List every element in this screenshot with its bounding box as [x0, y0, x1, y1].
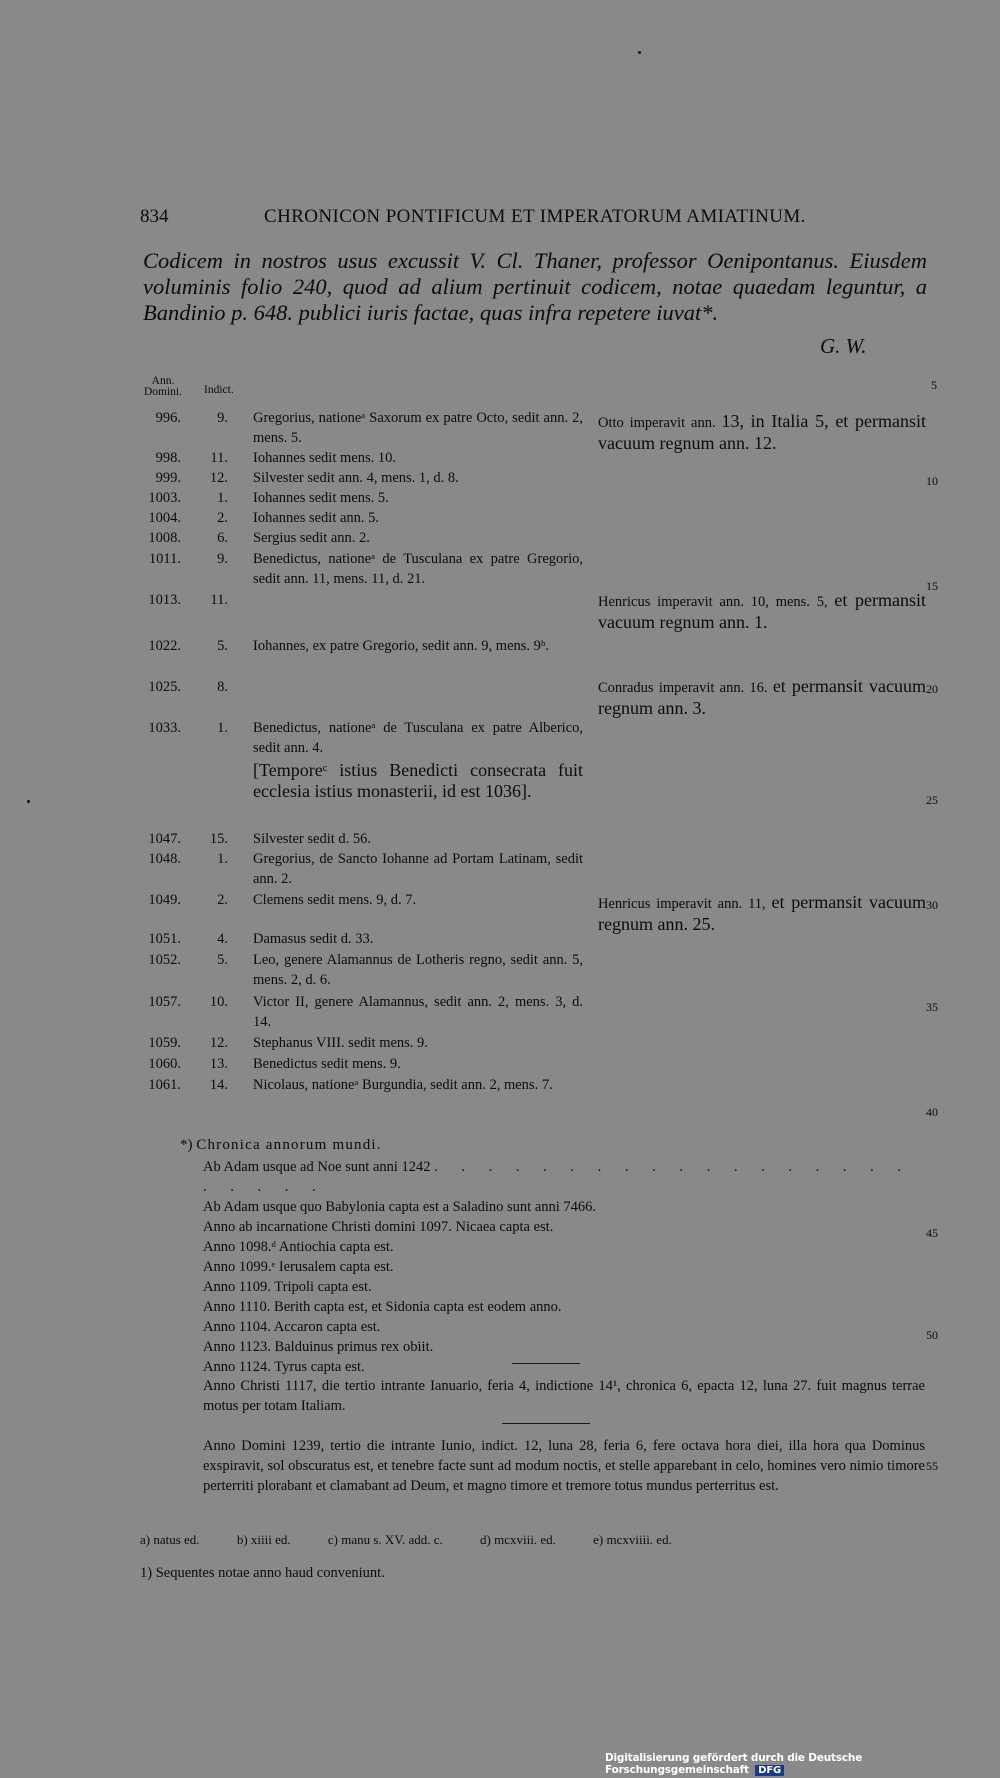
year-cell: 1047. [148, 831, 181, 847]
emperor-entry [598, 892, 926, 936]
year-cell: 1022. [148, 638, 181, 654]
emperor-text: et permansit vacuum regnum ann. 3. [598, 676, 926, 718]
year-cell: 1025. [148, 679, 181, 695]
year-cell: 1013. [148, 592, 181, 608]
year-cell: 1060. [148, 1056, 181, 1072]
year-cell: 1059. [148, 1035, 181, 1051]
indict-cell: 9. [217, 410, 228, 426]
year-cell: 1057. [148, 994, 181, 1010]
pope-entry: Nicolaus, nationeᵃ Burgundia, sedit ann. 2, mens. 7. [253, 1077, 553, 1093]
intro-paragraph: Codicem in nostros usus excussit V. Cl. Thaner, professor Oenipontanus. Eiusdem voluminis folio 240, quod ad alium pertinuit codicem, notae quaedam leguntur, a Bandinio p. 648. publici iuris factae, quas infra repetere iuvat*. [143, 248, 927, 325]
pope-entry: Gregorius, de Sancto Iohanne ad Portam Latinam, sedit ann. 2. [253, 851, 583, 887]
year-cell: 1008. [148, 530, 181, 546]
chronica-title: Chronica annorum mundi. [196, 1137, 382, 1153]
line-number: 20 [926, 682, 938, 696]
indict-cell: 2. [217, 510, 228, 526]
chronica-list [203, 1157, 928, 1377]
line-number: 5 [931, 378, 937, 392]
pope-entry: Damasus sedit d. 33. [253, 931, 374, 947]
emperor-text: Henricus imperavit ann. 11, [598, 896, 772, 912]
pope-entry: Benedictus sedit mens. 9. [253, 1056, 401, 1072]
pope-entry: Iohannes sedit mens. 5. [253, 490, 389, 506]
pope-entry: Silvester sedit d. 56. [253, 831, 372, 847]
emperor-text: et permansit vacuum regnum ann. 1. [598, 590, 926, 632]
dfg-credit [605, 1752, 1000, 1776]
earthquake-note: Anno Christi 1117, die tertio intrante Ianuario, feria 4, indictione 14¹, chronica 6, epacta 12, luna 27. fuit magnus terrae motus per totam Italiam. [203, 1378, 925, 1414]
line-number: 10 [926, 474, 938, 488]
pope-entry: Sergius sedit ann. 2. [253, 530, 370, 546]
line-number: 55 [926, 1459, 938, 1473]
pope-entry: Stephanus VIII. sedit mens. 9. [253, 1035, 428, 1051]
pope-entry: Benedictus, nationeᵃ de Tusculana ex patre Gregorio, sedit ann. 11, mens. 11, d. 21. [253, 551, 583, 587]
year-cell: 999. [155, 470, 181, 486]
year-head-line2: Domini. [143, 386, 182, 398]
year-cell: 1051. [148, 931, 181, 947]
indict-cell: 12. [209, 470, 228, 486]
scan-speck [27, 800, 30, 803]
variant-note: c) manu s. XV. add. c. [327, 1532, 443, 1547]
emperor-text: Otto imperavit ann. [598, 415, 722, 431]
indict-cell: 2. [217, 892, 228, 908]
indict-cell: 1. [217, 851, 228, 867]
indict-cell: 6. [217, 530, 228, 546]
indict-cell: 5. [217, 638, 228, 654]
variant-note: e) mcxviiii. ed. [593, 1532, 672, 1547]
indict-cell: 8. [217, 679, 228, 695]
pope-entry: Leo, genere Alamannus de Lotheris regno, sedit ann. 5, mens. 2, d. 6. [253, 952, 583, 988]
indict-cell: 15. [209, 831, 228, 847]
pope-entry: Iohannes sedit mens. 10. [253, 450, 396, 466]
pope-entry: Silvester sedit ann. 4, mens. 1, d. 8. [253, 470, 459, 486]
variant-note: a) natus ed. [140, 1532, 200, 1547]
variant-footnotes [140, 1532, 706, 1548]
variant-note: b) xiiii ed. [236, 1532, 291, 1547]
indict-cell: 11. [210, 592, 228, 608]
indict-cell: 10. [209, 994, 228, 1010]
pope-entry-note: [Temporeᶜ istius Benedicti consecrata fuit ecclesia istius monasterii, id est 1036]. [253, 760, 583, 801]
chronica-line: Anno 1098.ᵈ Antiochia capta est. [203, 1239, 394, 1255]
indict-cell: 4. [217, 931, 228, 947]
chronica-line [203, 1157, 928, 1197]
line-number: 35 [926, 1000, 938, 1014]
footnote: 1) Sequentes notae anno haud conveniunt. [140, 1565, 385, 1581]
dfg-logo-icon: DFG [755, 1765, 784, 1776]
year-cell: 1052. [148, 952, 181, 968]
chronica-text: Ab Adam usque ad Noe sunt anni 1242 [203, 1159, 431, 1175]
intro-signature: G. W. [820, 334, 867, 358]
chronica-line: Anno ab incarnatione Christi domini 1097. Nicaea capta est. [203, 1219, 554, 1235]
year-cell: 1004. [148, 510, 181, 526]
pope-entry: Iohannes, ex patre Gregorio, sedit ann. 9, mens. 9ᵇ. [253, 638, 550, 654]
year-cell: 1011. [148, 551, 181, 567]
year-cell: 1003. [148, 490, 181, 506]
year-column-header [138, 376, 188, 398]
pope-entry: Iohannes sedit ann. 5. [253, 510, 380, 526]
year-cell: 996. [155, 410, 181, 426]
line-number: 15 [926, 579, 938, 593]
line-number: 25 [926, 793, 938, 807]
emperor-entry [598, 676, 926, 720]
chronica-line: Anno 1110. Berith capta est, et Sidonia capta est eodem anno. [203, 1299, 562, 1315]
line-number: 45 [926, 1226, 938, 1240]
chronica-line: Ab Adam usque quo Babylonia capta est a Saladino sunt anni 7466. [203, 1199, 597, 1215]
divider [512, 1363, 580, 1364]
chronica-line: Anno 1099.ᵉ Ierusalem capta est. [203, 1259, 394, 1275]
pope-entry: Benedictus, nationeᵃ de Tusculana ex patre Alberico, sedit ann. 4. [253, 720, 583, 756]
line-number: 30 [926, 898, 938, 912]
running-title: CHRONICON PONTIFICUM ET IMPERATORUM AMIATINUM. [264, 206, 806, 227]
emperor-entry [598, 411, 926, 455]
dot-leaders: . . . . . . . . . . . . . . . . . . . . . . . [203, 1159, 912, 1195]
chronica-line: Anno 1123. Balduinus primus rex obiit. [203, 1339, 434, 1355]
year-cell: 1033. [148, 720, 181, 736]
indict-cell: 5. [217, 952, 228, 968]
chronica-heading [180, 1137, 382, 1154]
year-cell: 1061. [148, 1077, 181, 1093]
line-number: 50 [926, 1328, 938, 1342]
indict-cell: 1. [217, 720, 228, 736]
emperor-text: Conradus imperavit ann. 16. [598, 680, 773, 696]
eclipse-note: Anno Domini 1239, tertio die intrante Iunio, indict. 12, luna 28, feria 6, fere octava hora diei, illa hora qua Dominus exspiravit, sol obscuratus est, et tenebre facte sunt ad modum noctis, et stelle apparebant in celo, homines vero nimio timore perterriti plorabant et clamabant ad Deum, et magno timore et tremore totus mundus perterritus est. [203, 1438, 925, 1494]
year-cell: 1048. [148, 851, 181, 867]
year-head-line1: Ann. [151, 375, 175, 387]
emperor-text: et permansit vacuum regnum ann. 25. [598, 892, 926, 934]
indict-cell: 11. [210, 450, 228, 466]
indict-cell: 13. [209, 1056, 228, 1072]
year-cell: 998. [155, 450, 181, 466]
indict-cell: 9. [217, 551, 228, 567]
pope-entry: Victor II, genere Alamannus, sedit ann. 2, mens. 3, d. 14. [253, 994, 583, 1030]
indict-cell: 14. [209, 1077, 228, 1093]
page-header [140, 206, 926, 236]
emperor-text: Henricus imperavit ann. 10, mens. 5, [598, 594, 835, 610]
page-number: 834 [140, 206, 169, 227]
indict-cell: 1. [217, 490, 228, 506]
indict-column-header: Indict. [204, 384, 234, 396]
pope-entry: Clemens sedit mens. 9, d. 7. [253, 892, 417, 908]
year-cell: 1049. [148, 892, 181, 908]
chronica-line: Anno 1124. Tyrus capta est. [203, 1359, 365, 1375]
chronica-line: Anno 1104. Accaron capta est. [203, 1319, 381, 1335]
emperor-entry [598, 590, 926, 634]
variant-note: d) mcxviii. ed. [480, 1532, 556, 1547]
chronica-line: Anno 1109. Tripoli capta est. [203, 1279, 372, 1295]
scan-speck [638, 51, 641, 54]
dfg-credit-text: Digitalisierung gefördert durch die Deutsche Forschungsgemeinschaft [605, 1752, 863, 1776]
line-number: 40 [926, 1105, 938, 1119]
indict-cell: 12. [209, 1035, 228, 1051]
pope-entry: Gregorius, nationeᵃ Saxorum ex patre Octo, sedit ann. 2, mens. 5. [253, 410, 583, 446]
emperor-text: 13, in Italia 5, et permansit vacuum regnum ann. 12. [598, 411, 927, 453]
footnote-marker: *) [180, 1137, 193, 1153]
divider [502, 1423, 590, 1424]
